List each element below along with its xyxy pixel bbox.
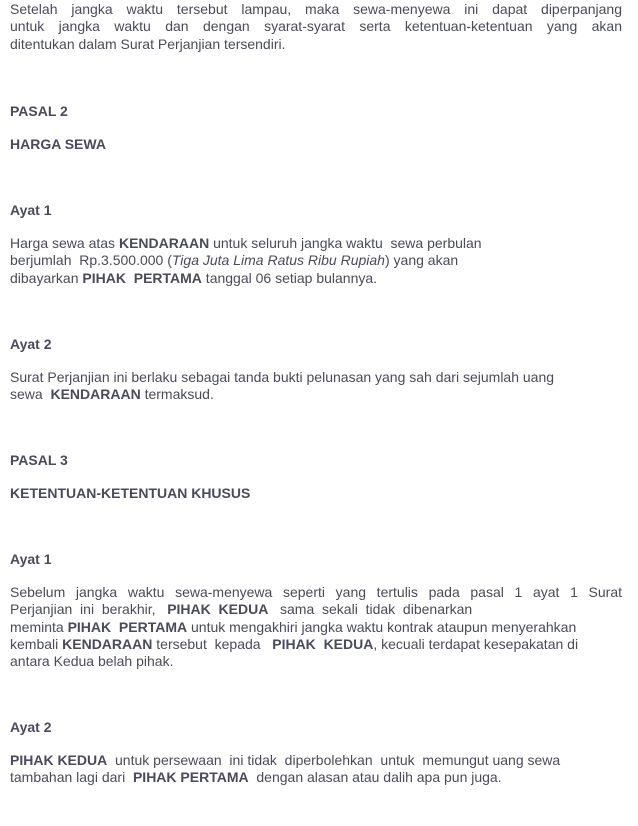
pasal-2-ayat-1-line-3: dibayarkan PIHAK PERTAMA tanggal 06 setiap bulannya. [10, 270, 378, 286]
pasal-2-title: HARGA SEWA [10, 136, 106, 152]
intro-line-1: Setelah jangka waktu tersebut lampau, maka sewa-menyewa ini dapat diperpanjang [10, 1, 622, 17]
pasal-2-ayat-1-line-2: berjumlah Rp.3.500.000 (Tiga Juta Lima Ratus Ribu Rupiah) yang akan [10, 252, 459, 268]
intro-line-2: untuk jangka waktu dan dengan syarat-syarat serta ketentuan-ketentuan yang akan [10, 18, 622, 34]
pasal-3-ayat-2-heading: Ayat 2 [10, 719, 52, 735]
pasal-3-heading: PASAL 3 [10, 452, 68, 468]
intro-line-3: ditentukan dalam Surat Perjanjian tersendiri. [10, 36, 286, 52]
pasal-2-ayat-2-heading: Ayat 2 [10, 336, 52, 352]
pasal-3-ayat-1-heading: Ayat 1 [10, 551, 52, 567]
pasal-3-ayat-1-line-3: meminta PIHAK PERTAMA untuk mengakhiri jangka waktu kontrak ataupun menyerahkan [10, 619, 577, 635]
pasal-3-ayat-1-line-2: Perjanjian ini berakhir, PIHAK KEDUA sama sekali tidak dibenarkan [10, 601, 473, 617]
pasal-2-ayat-1-heading: Ayat 1 [10, 202, 52, 218]
pasal-3-ayat-1-line-4: kembali KENDARAAN tersebut kepada PIHAK KEDUA, kecuali terdapat kesepakatan di [10, 636, 579, 652]
pasal-2-ayat-1-line-1: Harga sewa atas KENDARAAN untuk seluruh jangka waktu sewa perbulan [10, 235, 482, 251]
pasal-3-ayat-1-line-5: antara Kedua belah pihak. [10, 653, 174, 669]
pasal-2-ayat-2-line-2: sewa KENDARAAN termaksud. [10, 386, 214, 402]
pasal-3-ayat-2-line-2: tambahan lagi dari PIHAK PERTAMA dengan alasan atau dalih apa pun juga. [10, 769, 502, 785]
pasal-2-heading: PASAL 2 [10, 103, 68, 119]
pasal-3-ayat-1-line-1: Sebelum jangka waktu sewa-menyewa seperti yang tertulis pada pasal 1 ayat 1 Surat [10, 584, 622, 600]
pasal-3-title: KETENTUAN-KETENTUAN KHUSUS [10, 485, 251, 501]
pasal-2-ayat-2-line-1: Surat Perjanjian ini berlaku sebagai tanda bukti pelunasan yang sah dari sejumlah uang [10, 369, 555, 385]
pasal-3-ayat-2-line-1: PIHAK KEDUA untuk persewaan ini tidak diperbolehkan untuk memungut uang sewa [10, 752, 561, 768]
